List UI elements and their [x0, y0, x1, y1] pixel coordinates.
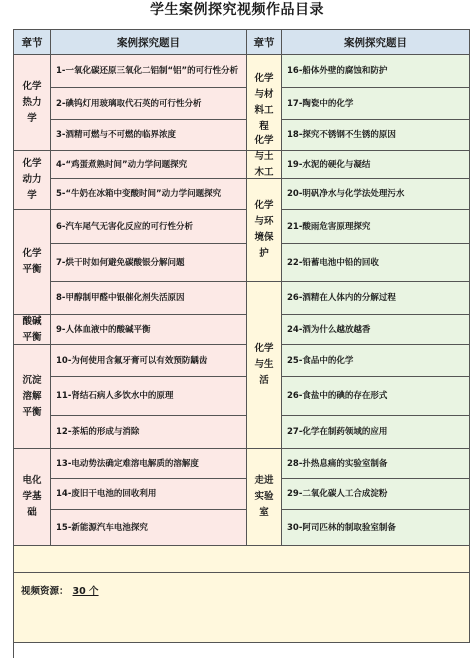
- topic-item: 10-为何使用含氟牙膏可以有效预防龋齿: [51, 345, 247, 377]
- topic-item: 28-扑热息痛的实验室制备: [282, 449, 470, 479]
- topic-item: 16-船体外壁的腐蚀和防护: [282, 55, 470, 88]
- topic-item: 7-烘干时如何避免碳酸银分解问题: [51, 244, 247, 282]
- video-resources-footer: [14, 573, 470, 643]
- topic-item: 15-新能源汽车电池探究: [51, 510, 247, 546]
- topic-item: 8-甲醇制甲醛中银催化剂失活原因: [51, 282, 247, 315]
- topic-item: 5-“牛奶在冰箱中变酸时间”动力学问题探究: [51, 179, 247, 210]
- header-topic-right: 案例探究题目: [282, 30, 470, 55]
- topic-item: 27-化学在制药领域的应用: [282, 416, 470, 449]
- chapter-equilibrium: 化学 平衡: [14, 210, 51, 315]
- chapter-kinetics: 化学 动力 学: [14, 151, 51, 210]
- topic-item: 12-茶垢的形成与消除: [51, 416, 247, 449]
- chapter-acid-base: 酸碱 平衡: [14, 315, 51, 345]
- topic-item: 20-明矾净水与化学法处理污水: [282, 179, 470, 210]
- chapter-daily-life: 化学 与生 活: [247, 282, 282, 449]
- chapter-thermodynamics: 化学 热力 学: [14, 55, 51, 151]
- chapter-civil-engineering: 化学 与土 木工: [247, 151, 282, 179]
- topic-item: 26-食盐中的碘的存在形式: [282, 377, 470, 416]
- page-title: 学生案例探究视频作品目录: [150, 2, 324, 18]
- topic-item: 3-酒精可燃与不可燃的临界浓度: [51, 120, 247, 151]
- topic-item: 14-废旧干电池的回收利用: [51, 479, 247, 510]
- topic-item: 26-酒精在人体内的分解过程: [282, 282, 470, 315]
- video-count: 30 个: [72, 586, 99, 597]
- topic-item: 29-二氧化碳人工合成淀粉: [282, 479, 470, 510]
- topic-item: 2-碘钨灯用玻璃取代石英的可行性分析: [51, 88, 247, 120]
- topic-item: 17-陶瓷中的化学: [282, 88, 470, 120]
- topic-item: 22-铅蓄电池中铅的回收: [282, 244, 470, 282]
- catalog-table: [13, 29, 470, 658]
- spacer-row: [14, 546, 470, 573]
- topic-item: 30-阿司匹林的制取验室制备: [282, 510, 470, 546]
- header-chapter-right: 章节: [247, 30, 282, 55]
- chapter-precipitation: 沉淀 溶解 平衡: [14, 345, 51, 449]
- topic-item: 13-电动势法确定难溶电解质的溶解度: [51, 449, 247, 479]
- header-chapter-left: 章节: [14, 30, 51, 55]
- chapter-materials: 化学 与材 料工 程: [247, 55, 282, 151]
- footer-label: 视频资源：: [21, 586, 69, 597]
- topic-item: 1-一氧化碳还原三氧化二铝制“铝”的可行性分析: [51, 55, 247, 88]
- topic-item: 21-酸雨危害原理探究: [282, 210, 470, 244]
- chapter-laboratory: 走进 实验 室: [247, 449, 282, 546]
- topic-item: 4-“鸡蛋煮熟时间”动力学问题探究: [51, 151, 247, 179]
- topic-item: 18-探究不锈钢不生锈的原因: [282, 120, 470, 151]
- chapter-electrochemistry: 电化 学基 础: [14, 449, 51, 546]
- topic-item: 9-人体血液中的酸碱平衡: [51, 315, 247, 345]
- topic-item: 24-酒为什么越放越香: [282, 315, 470, 345]
- header-topic-left: 案例探究题目: [51, 30, 247, 55]
- topic-item: 11-肾结石病人多饮水中的原理: [51, 377, 247, 416]
- chapter-environment: 化学 与环 境保 护: [247, 179, 282, 282]
- topic-item: 19-水泥的硬化与凝结: [282, 151, 470, 179]
- topic-item: 6-汽车尾气无害化反应的可行性分析: [51, 210, 247, 244]
- topic-item: 25-食品中的化学: [282, 345, 470, 377]
